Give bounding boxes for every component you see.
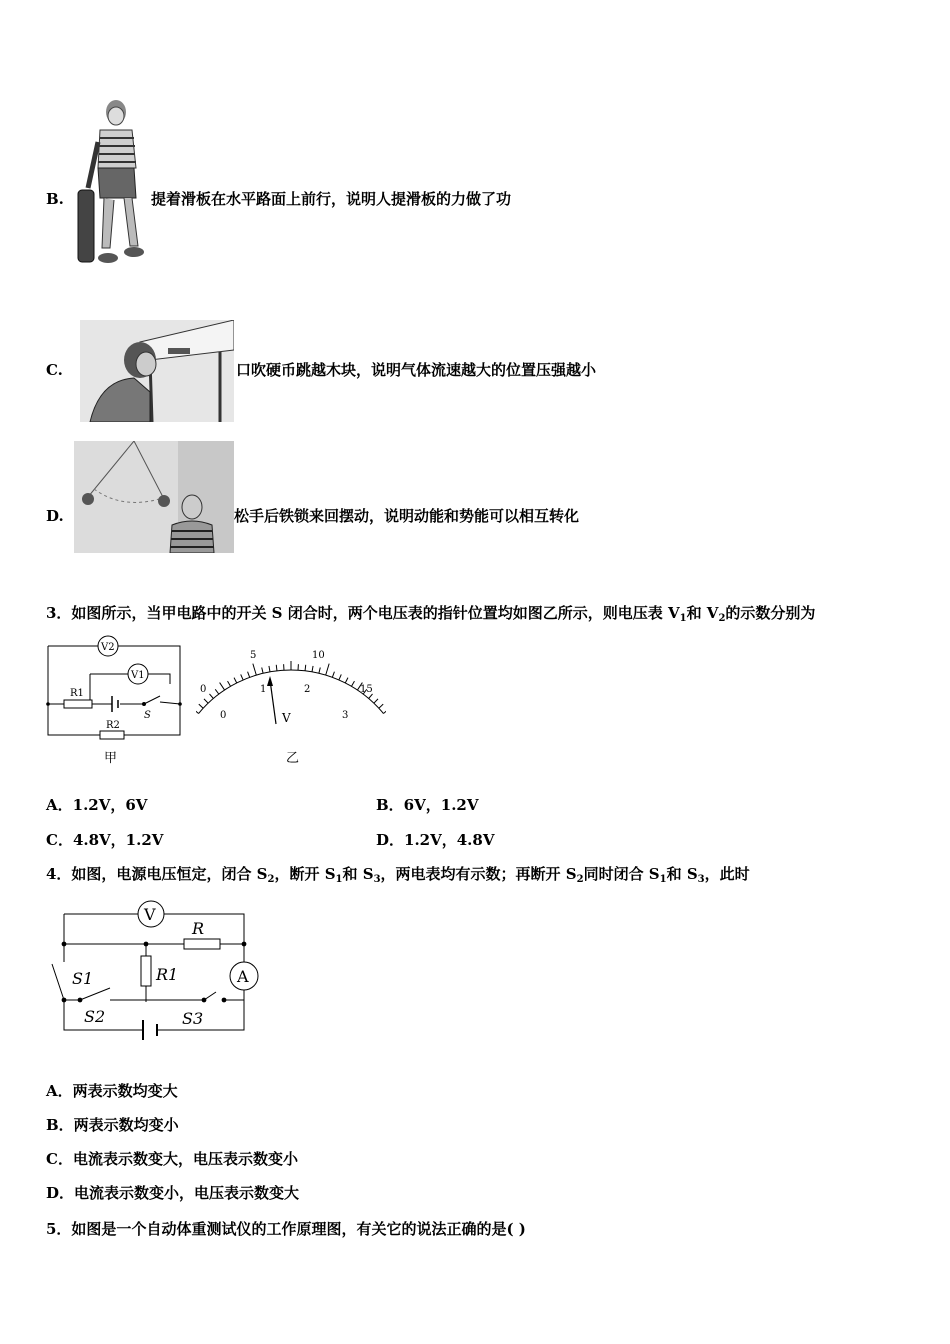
voltmeter-dial-yi xyxy=(196,640,386,776)
question-3-stem: 3．如图所示，当甲电路中的开关 S 闭合时，两个电压表的指针位置均如图乙所示，则电压表 $V_1$和 $V_2$的示数分别为 xyxy=(46,604,816,624)
meter-tick-marks xyxy=(196,661,386,714)
q3-option-d: D．1.2V，4.8V xyxy=(376,831,495,849)
meter-tick xyxy=(234,678,237,683)
meter-tick xyxy=(228,681,231,686)
meter-tick xyxy=(215,689,219,694)
figure-yi-caption: 乙 xyxy=(286,751,300,766)
q3-option-c: C．4.8V，1.2V xyxy=(46,831,164,849)
meter-unit: V xyxy=(282,711,291,725)
question-4-stem: 4．如图，电源电压恒定，闭合 $S_2$，断开 $S_1$和 $S_3$，两电表均有示数；再断开 $S_2$同时闭合 $S_1$和 $S_3$，此时 xyxy=(46,865,750,885)
meter-tick xyxy=(339,674,341,680)
meter-tick xyxy=(269,666,270,672)
q4-s2-label: S2 xyxy=(84,1007,106,1026)
v2-label: V2 xyxy=(101,642,115,653)
figure-jia-caption: 甲 xyxy=(104,751,118,766)
v1-label: V1 xyxy=(131,670,145,681)
figure-boy-with-skateboard xyxy=(74,98,150,278)
s-label: S xyxy=(144,710,151,721)
lower-tick-2: 2 xyxy=(304,684,311,695)
option-b-letter: B. xyxy=(46,190,64,208)
figure-blowing-coin xyxy=(80,320,234,426)
upper-tick-15: 15 xyxy=(360,684,373,695)
lower-tick-1: 1 xyxy=(260,684,267,695)
meter-needle xyxy=(270,680,276,724)
q3-option-b: B．6V，1.2V xyxy=(376,796,479,814)
option-c-letter: C. xyxy=(46,361,63,379)
option-b-text: 提着滑板在水平路面上前行，说明人提滑板的力做了功 xyxy=(151,190,512,208)
option-d-text: 松手后铁锁来回摆动，说明动能和势能可以相互转化 xyxy=(234,507,580,525)
r1-label: R1 xyxy=(70,688,84,699)
q4-option-c: C．电流表示数变大，电压表示数变小 xyxy=(46,1150,298,1168)
meter-tick xyxy=(196,706,199,714)
q4-s3-label: S3 xyxy=(182,1009,204,1028)
meter-tick xyxy=(241,674,243,680)
circuit-diagram-jia xyxy=(40,632,190,776)
meter-tick xyxy=(351,681,354,686)
q4-option-b: B．两表示数均变小 xyxy=(46,1116,179,1134)
meter-tick xyxy=(332,672,334,678)
meter-tick xyxy=(262,667,263,673)
meter-tick xyxy=(374,699,378,703)
meter-tick xyxy=(199,704,203,708)
lower-tick-3: 3 xyxy=(342,710,349,721)
q4-option-a: A．两表示数均变大 xyxy=(46,1082,178,1100)
q4-a-label: A xyxy=(237,967,249,986)
upper-tick-5: 5 xyxy=(250,650,257,661)
lower-tick-0: 0 xyxy=(220,710,227,721)
meter-tick xyxy=(204,699,208,703)
question-5-stem: 5．如图是一个自动体重测试仪的工作原理图，有关它的说法正确的是( ) xyxy=(46,1220,526,1238)
q4-r-label: R xyxy=(192,919,205,938)
q4-option-d: D．电流表示数变小，电压表示数变大 xyxy=(46,1184,300,1202)
meter-tick xyxy=(383,706,386,714)
meter-tick xyxy=(379,704,383,708)
meter-tick xyxy=(220,683,225,690)
option-d-letter: D. xyxy=(46,507,64,525)
circuit-diagram-q4 xyxy=(44,900,284,1054)
figure-swinging-lock xyxy=(74,441,234,557)
meter-tick xyxy=(305,665,306,671)
meter-tick xyxy=(319,667,320,673)
option-c-text: 口吹硬币跳越木块，说明气体流速越大的位置压强越小 xyxy=(236,361,597,379)
q4-s1-label: S1 xyxy=(72,969,94,988)
meter-arc xyxy=(199,670,384,714)
upper-tick-10: 10 xyxy=(312,650,325,661)
meter-tick xyxy=(209,694,213,699)
q4-v-label: V xyxy=(144,905,156,924)
meter-tick xyxy=(248,672,250,678)
r2-label: R2 xyxy=(106,720,120,731)
meter-tick xyxy=(312,666,313,672)
meter-tick xyxy=(345,678,348,683)
q4-r1-label: R1 xyxy=(156,965,179,984)
upper-tick-0: 0 xyxy=(200,684,207,695)
meter-tick xyxy=(276,665,277,671)
q3-option-a: A．1.2V，6V xyxy=(46,796,148,814)
meter-tick xyxy=(326,664,329,675)
meter-tick xyxy=(253,664,256,675)
